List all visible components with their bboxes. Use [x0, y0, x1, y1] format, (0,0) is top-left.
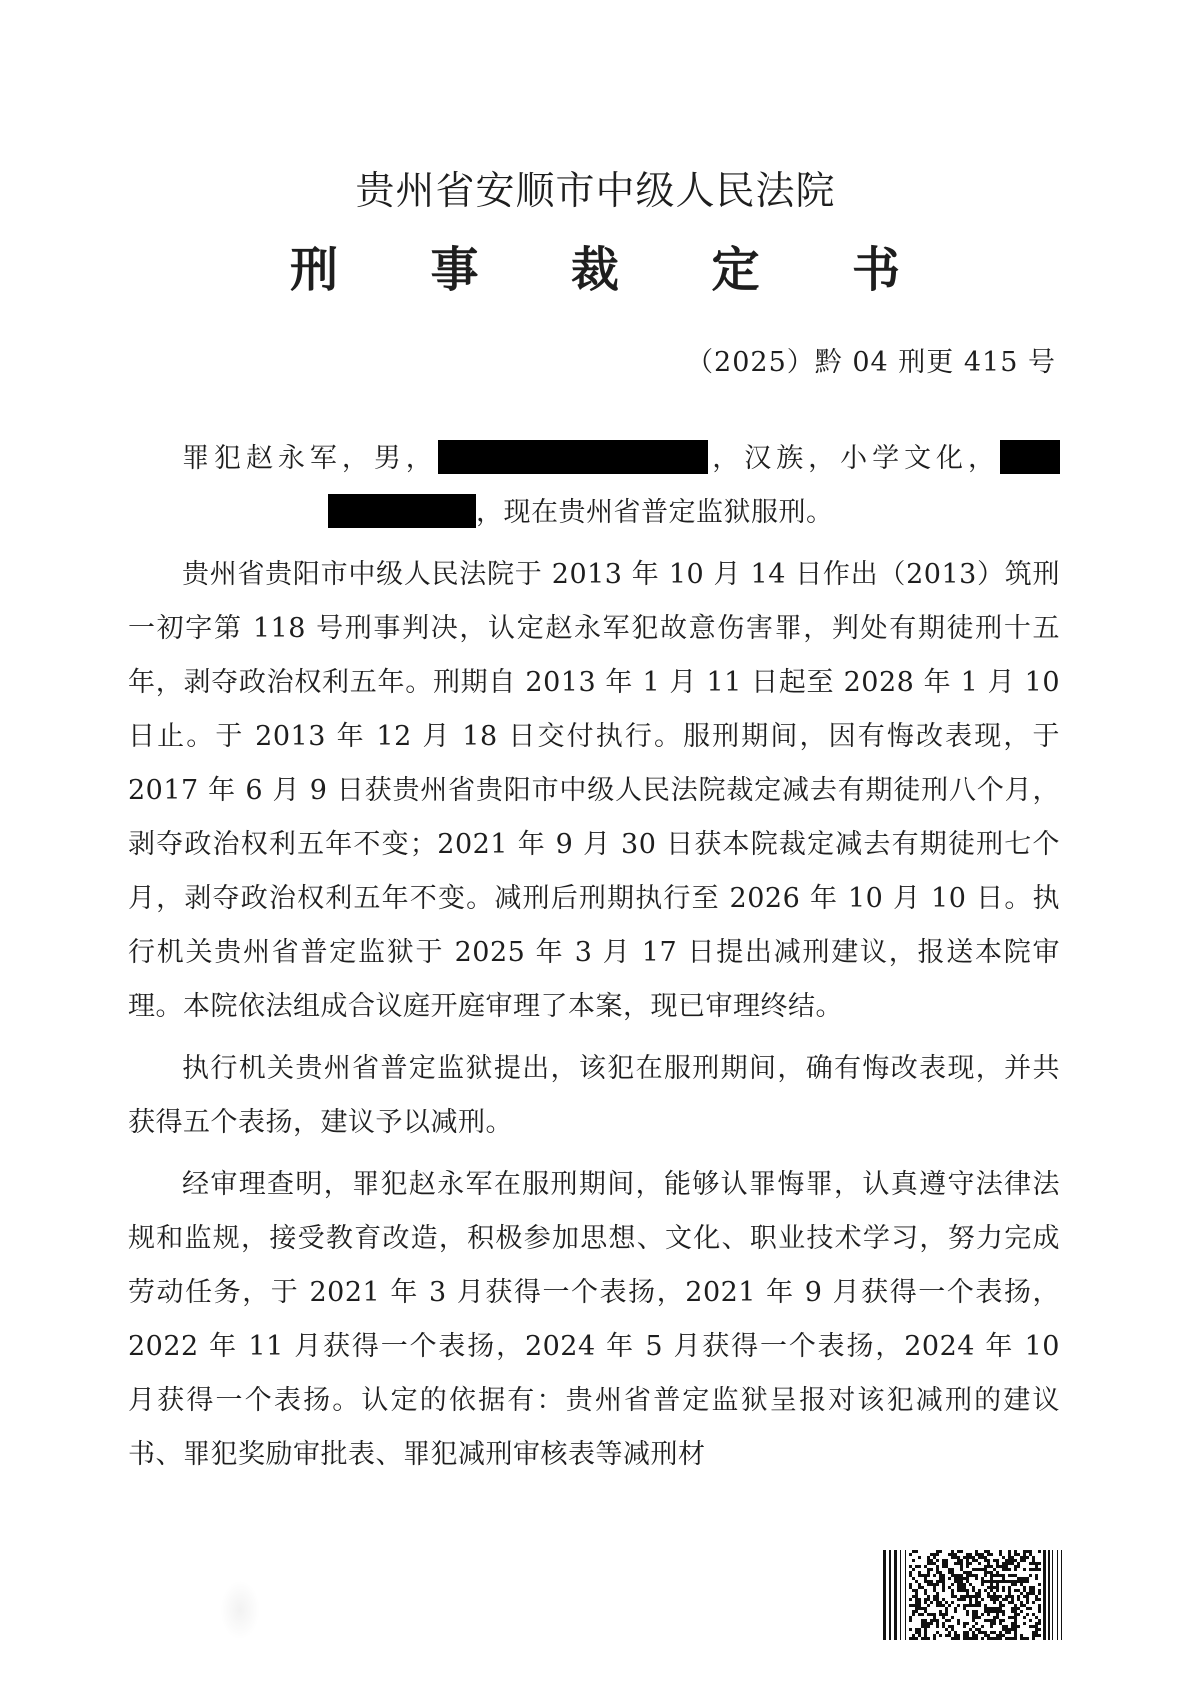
scan-smudge: [220, 1580, 260, 1640]
title-char: 事: [430, 242, 479, 298]
redaction-block: [438, 440, 708, 474]
paragraph-judgment-history: 贵州省贵阳市中级人民法院于 2013 年 10 月 14 日作出（2013）筑刑一初字第 118 号刑事判决，认定赵永军犯故意伤害罪，判处有期徒刑十五年，剥夺政治权利五年。刑期自 2013 年 1 月 11 日起至 2028 年 1 月 10 日止。于 2013 年 12 月 18 日交付执行。服刑期间，因有悔改表现，于 2017 年 6 月 9 日获贵州省贵阳市中级人民法院裁定减去有期徒刑八个月，剥夺政治权利五年不变；2021 年 9 月 30 日获本院裁定减去有期徒刑七个月，剥夺政治权利五年不变。减刑后刑期执行至 2026 年 10 月 10 日。执行机关贵州省普定监狱于 2025 年 3 月 17 日提出减刑建议，报送本院审理。本院依法组成合议庭开庭审理了本案，现已审理终结。: [128, 559, 1060, 1022]
paragraph-findings: 经审理查明，罪犯赵永军在服刑期间，能够认罪悔罪，认真遵守法律法规和监规，接受教育改造，积极参加思想、文化、职业技术学习，努力完成劳动任务，于 2021 年 3 月获得一个表扬，2021 年 9 月获得一个表扬，2022 年 11 月获得一个表扬，2024 年 5 月获得一个表扬，2024 年 10 月获得一个表扬。认定的依据有：贵州省普定监狱呈报对该犯减刑的建议书、罪犯奖励审批表、罪犯减刑审核表等减刑材: [128, 1169, 1060, 1470]
redaction-block: [1000, 440, 1060, 474]
title-char: 书: [851, 242, 900, 298]
document-barcode: [883, 1550, 1066, 1640]
defendant-intro: 罪犯赵永军，男，: [182, 443, 438, 474]
title-char: 裁: [570, 242, 619, 298]
redaction-block: [328, 494, 476, 528]
paragraph-defendant: [128, 432, 1060, 540]
case-number: （2025）黔 04 刑更 415 号: [686, 347, 1056, 378]
defendant-ethnicity-education: ，汉族，小学文化，: [707, 443, 1001, 474]
title-char: 刑: [290, 242, 339, 298]
title-char: 定: [711, 242, 760, 298]
court-name: 贵州省安顺市中级人民法院: [355, 169, 836, 214]
document-title: [290, 240, 900, 300]
defendant-prison: ，现在贵州省普定监狱服刑。: [476, 497, 834, 528]
paragraph-prison-proposal: 执行机关贵州省普定监狱提出，该犯在服刑期间，确有悔改表现，并共获得五个表扬，建议予以减刑。: [128, 1053, 1060, 1138]
document-body: [128, 432, 1060, 1490]
